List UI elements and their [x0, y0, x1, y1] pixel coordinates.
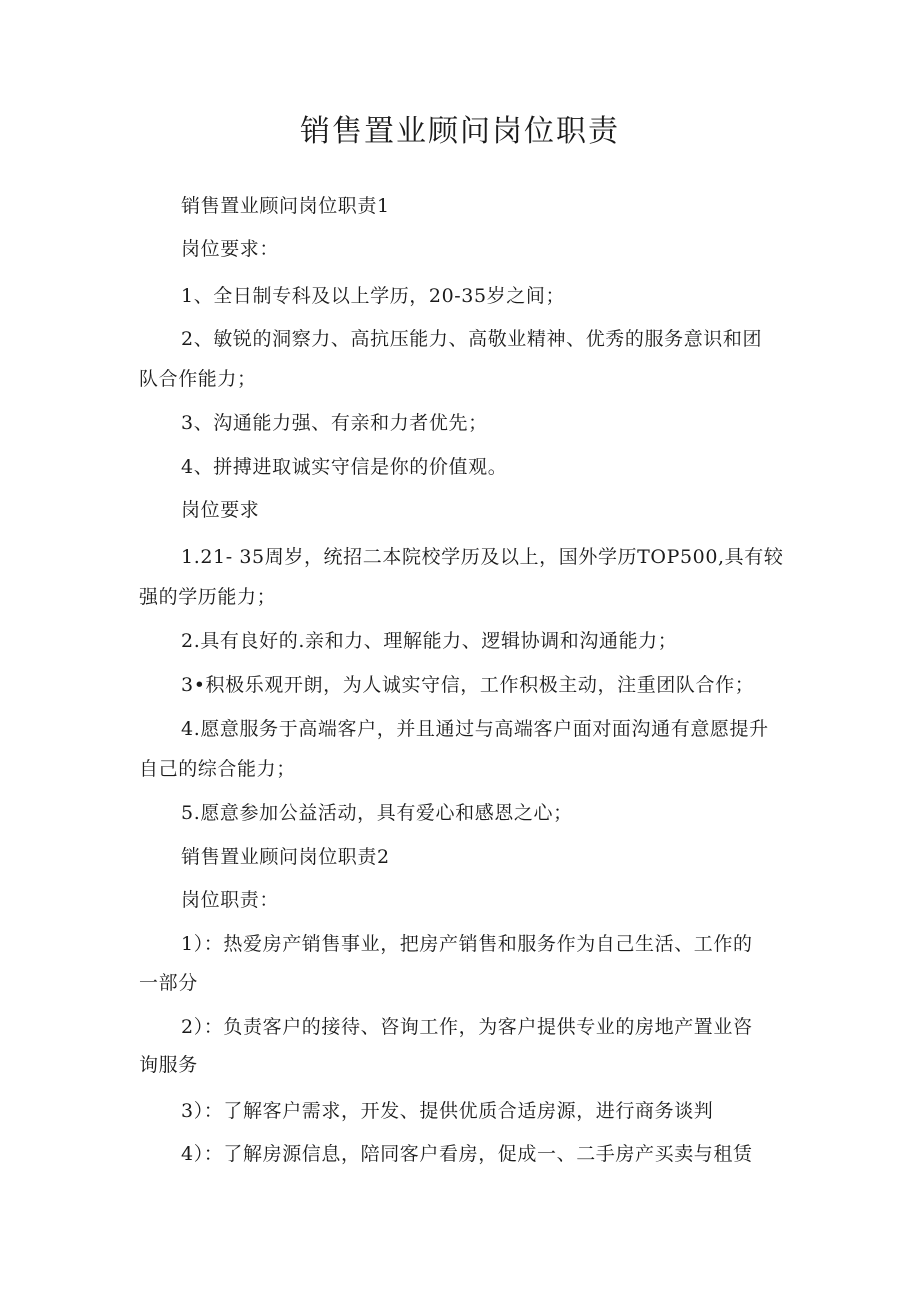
requirement-b-item-4: 4.愿意服务于高端客户，并且通过与高端客户面对面沟通有意愿提升 [181, 718, 769, 740]
requirement-item-3: 3、沟通能力强、有亲和力者优先； [181, 412, 488, 434]
requirement-b-item-5: 5.愿意参加公益活动，具有爱心和感恩之心； [181, 802, 573, 824]
requirement-b-item-2: 2.具有良好的.亲和力、理解能力、逻辑协调和沟通能力； [181, 630, 678, 652]
duty-item-2-cont: 询服务 [139, 1054, 198, 1076]
requirement-b-item-3: 3•积极乐观开朗，为人诚实守信，工作积极主动，注重团队合作； [181, 674, 755, 696]
requirement-item-2-cont: 队合作能力； [139, 368, 257, 390]
requirements-label: 岗位要求： [181, 238, 280, 260]
requirement-item-2: 2、敏锐的洞察力、高抗压能力、高敬业精神、优秀的服务意识和团 [181, 328, 763, 350]
duty-item-3: 3）：了解客户需求，开发、提供优质合适房源，进行商务谈判 [181, 1100, 714, 1122]
requirement-b-item-1-cont: 强的学历能力； [139, 586, 277, 608]
duty-item-4: 4）：了解房源信息，陪同客户看房，促成一、二手房产买卖与租赁 [181, 1143, 753, 1165]
duties-label: 岗位职责： [181, 889, 280, 911]
document-title: 销售置业顾问岗位职责 [300, 114, 620, 149]
duty-item-1: 1）：热爱房产销售事业，把房产销售和服务作为自己生活、工作的 [181, 933, 753, 955]
section-heading-2: 销售置业顾问岗位职责2 [181, 846, 390, 868]
requirement-b-item-4-cont: 自己的综合能力； [139, 758, 296, 780]
section-heading-1: 销售置业顾问岗位职责1 [181, 195, 390, 217]
duty-item-2: 2）：负责客户的接待、咨询工作，为客户提供专业的房地产置业咨 [181, 1016, 753, 1038]
duty-item-1-cont: 一部分 [139, 972, 198, 994]
requirements-label-2: 岗位要求 [181, 499, 260, 521]
requirement-item-1: 1、全日制专科及以上学历，20-35岁之间； [181, 285, 566, 307]
requirement-b-item-1: 1.21- 35周岁，统招二本院校学历及以上，国外学历TOP500,具有较 [181, 546, 784, 568]
requirement-item-4: 4、拼搏进取诚实守信是你的价值观。 [181, 456, 508, 478]
